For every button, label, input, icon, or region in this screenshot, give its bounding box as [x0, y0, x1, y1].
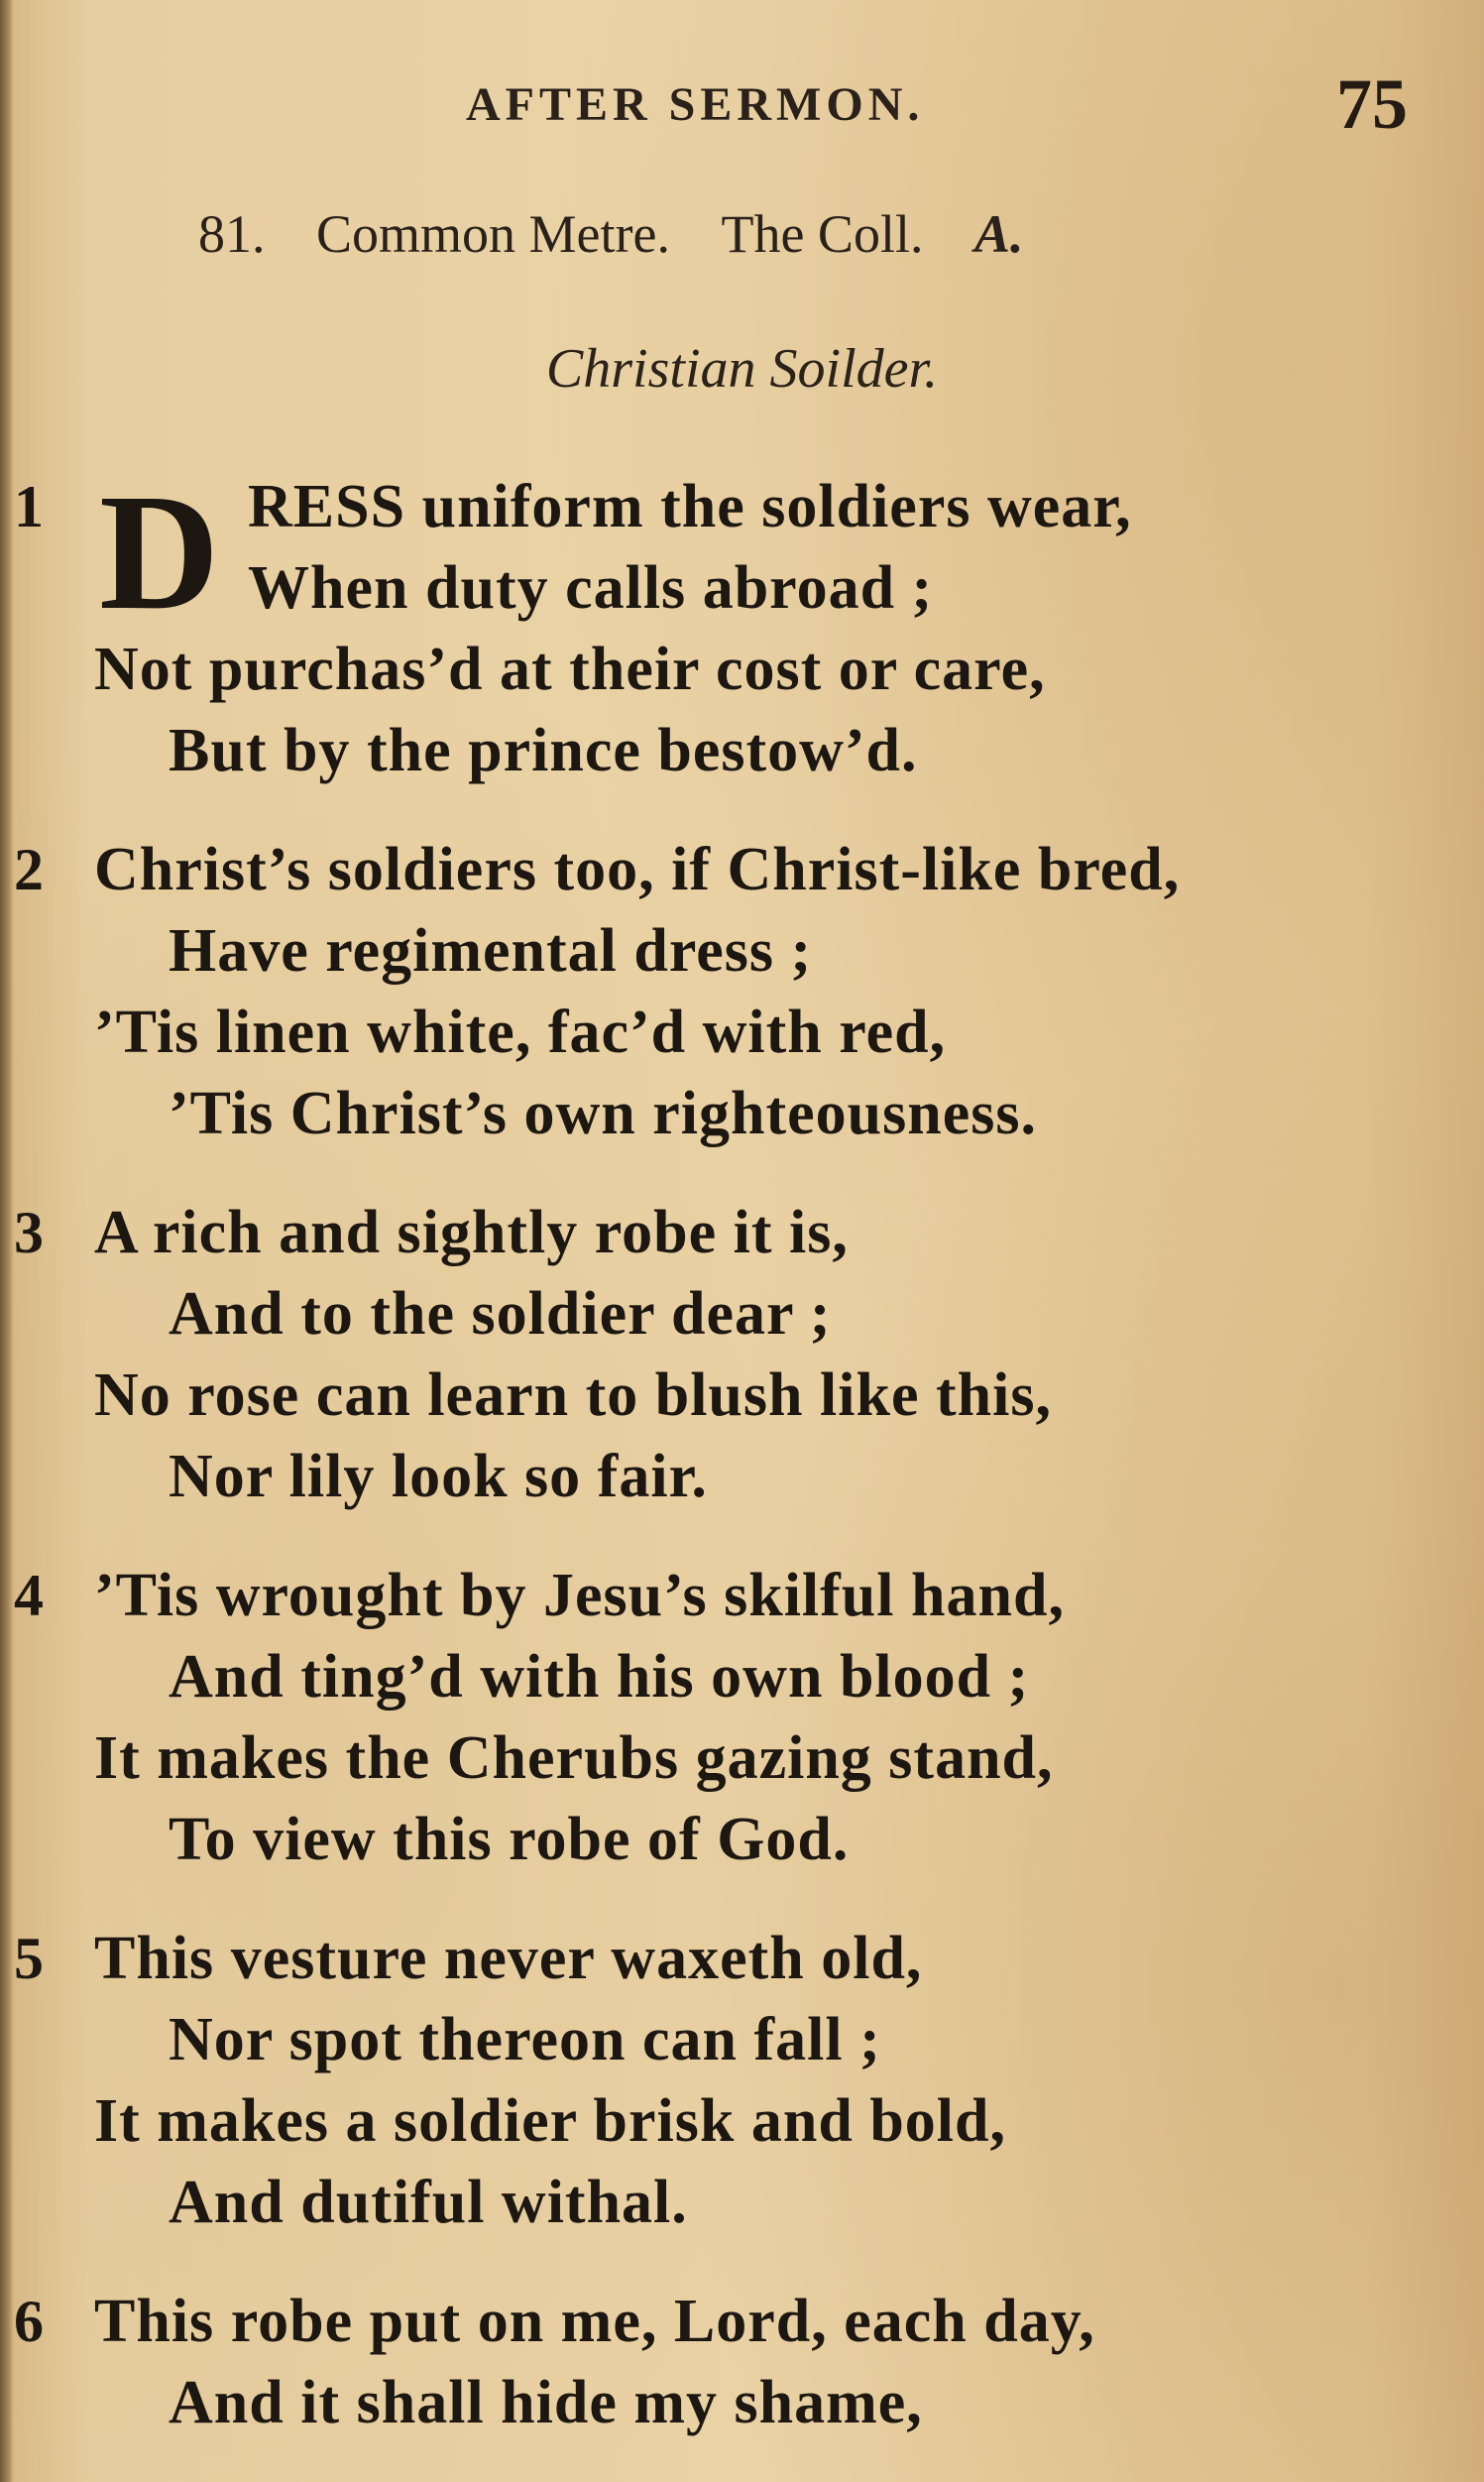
verse-number: 6 [14, 2289, 44, 2354]
drop-cap: D [99, 460, 220, 645]
hymn-number: 81. [198, 204, 266, 264]
verse-4 [0, 1555, 1484, 1880]
verse-1 [0, 460, 1484, 791]
verse-line: And it shall hide my shame, [169, 2369, 923, 2436]
hymn-subject: Christian Soilder. [545, 338, 939, 400]
hymn-mark: A. [973, 204, 1024, 264]
verse-line: This vesture never waxeth old, [94, 1925, 923, 1992]
verse-3 [0, 1192, 1484, 1517]
verse-line: And ting’d with his own blood ; [169, 1643, 1030, 1711]
verse-number: 2 [14, 837, 44, 902]
verse-line: A rich and sightly robe it is, [94, 1199, 849, 1266]
hymn-metre: Common Metre. [316, 204, 670, 264]
verse-line: ’Tis wrought by Jesu’s skilful hand, [94, 1562, 1065, 1629]
verse-line: It makes the Cherubs gazing stand, [94, 1724, 1054, 1792]
verse-line: RESS uniform the soldiers wear, [248, 473, 1132, 540]
verse-number: 4 [14, 1563, 44, 1628]
verse-line: Nor lily look so fair. [169, 1443, 708, 1510]
verse-line: Nor spot thereon can fall ; [169, 2006, 881, 2073]
verse-line: ’Tis linen white, fac’d with red, [94, 999, 947, 1066]
verse-line: Not purchas’d at their cost or care, [94, 636, 1046, 703]
verse-line: This robe put on me, Lord, each day, [94, 2288, 1095, 2355]
verse-number: 3 [14, 1200, 44, 1265]
hymn-source: The Coll. [721, 204, 924, 264]
verse-5 [0, 1918, 1484, 2243]
verse-line: ’Tis Christ’s own righteousness. [169, 1080, 1037, 1147]
verse-6 [0, 2281, 1484, 2443]
running-head [0, 64, 1484, 144]
verse-line: It makes a soldier brisk and bold, [94, 2087, 1007, 2155]
verse-line: To view this robe of God. [169, 1806, 850, 1873]
verse-line: And to the soldier dear ; [169, 1280, 832, 1348]
verse-line: But by the prince bestow’d. [169, 717, 918, 784]
running-title: AFTER SERMON. [466, 78, 925, 131]
verse-line: Have regimental dress ; [169, 917, 813, 985]
verse-2 [0, 829, 1484, 1154]
verse-line: When duty calls abroad ; [248, 554, 934, 622]
hymn-heading [198, 203, 1289, 265]
hymn-verses [0, 460, 1484, 2481]
verse-line: And dutiful withal. [169, 2169, 688, 2236]
page-number: 75 [1336, 64, 1408, 144]
verse-number: 1 [14, 474, 44, 539]
verse-number: 5 [14, 1926, 44, 1991]
verse-line: Christ’s soldiers too, if Christ-like bred, [94, 836, 1181, 903]
verse-line: No rose can learn to blush like this, [94, 1361, 1052, 1429]
